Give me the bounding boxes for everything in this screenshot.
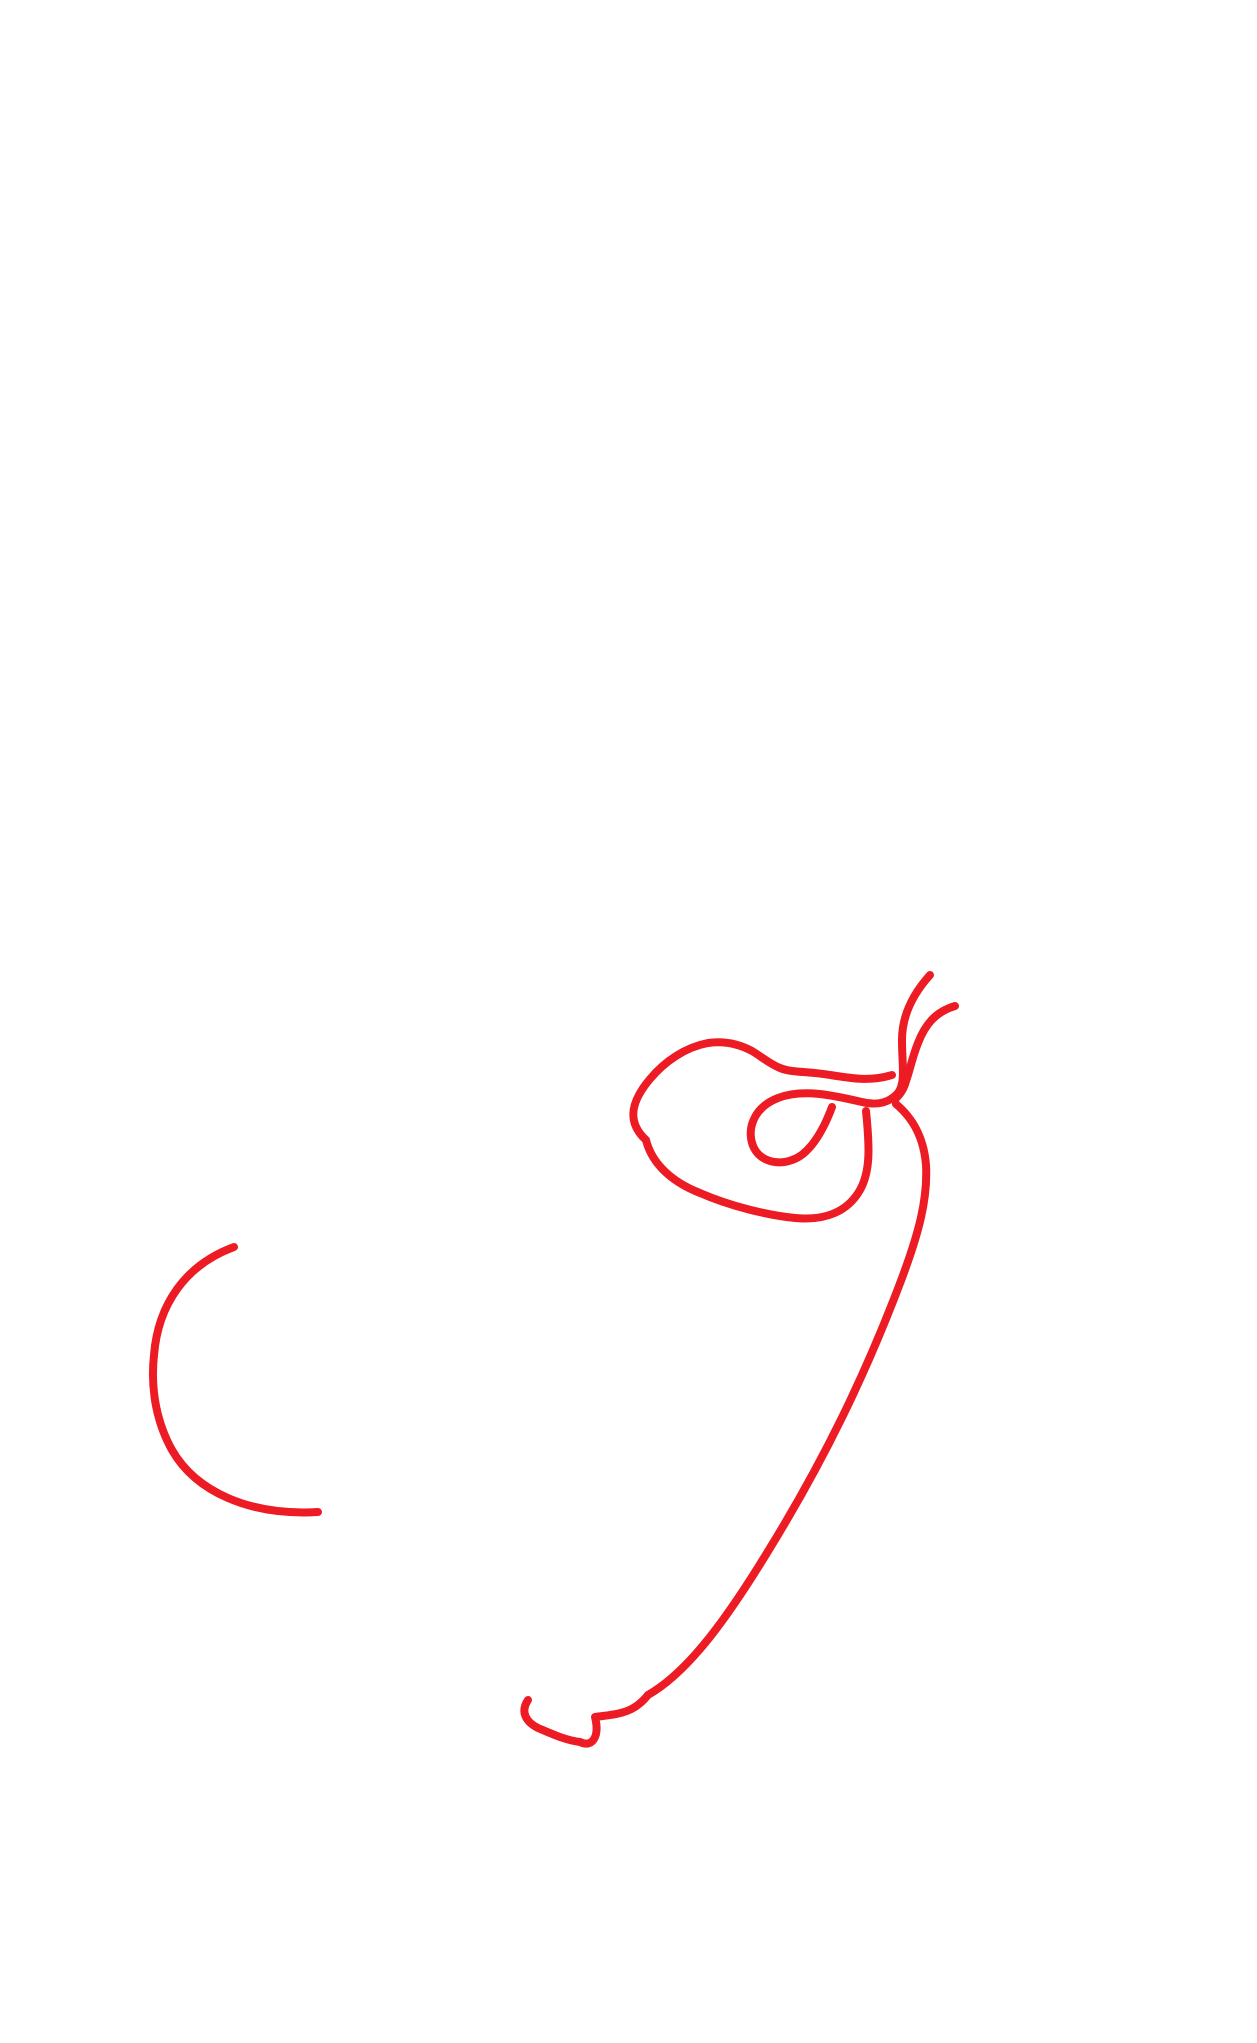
loop-stroke [633, 1042, 892, 1218]
left-arc-stroke [153, 1247, 318, 1512]
